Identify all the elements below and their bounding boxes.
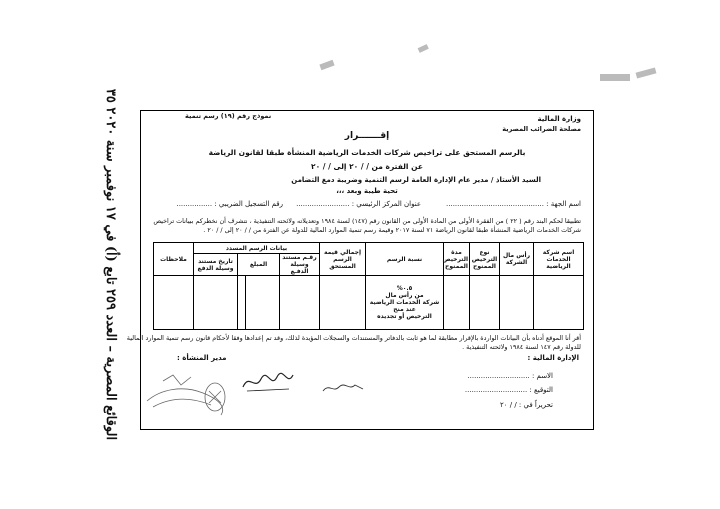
col-doc-date: تاريخ مستند وسيلة الدفع: [194, 254, 238, 276]
cell-license-duration: [444, 276, 470, 330]
form-title: إقـــــــرار: [344, 131, 390, 141]
date-written-field: تحريراً في : / / ٢٠: [500, 401, 553, 409]
entity-address-field: عنوان المركز الرئيسي : ........................: [296, 200, 421, 208]
handwritten-initials: [321, 381, 365, 395]
body-paragraph-line2: شركات الخدمات الرياضية المنشأة طبقا لقانون الرياضة ٧١ لسنة ٢٠١٧ وقيمة رسم تنمية الموارد المالية للدولة عن الفترة من / / ٢٠ إلى / / ٢٠ .: [203, 226, 581, 234]
col-fee-rate: نسبة الرسم: [366, 243, 444, 276]
official-stamp-mark: [133, 361, 229, 421]
authority-name: مصلحة الضرائب المصرية: [502, 125, 581, 133]
form-number: نموذج رقم (١٩) رسم تنمية: [185, 112, 272, 120]
col-capital: رأس مال الشركة: [500, 243, 534, 276]
declaration-line2: للدولة رقم ١٤٧ لسنة ١٩٨٤ ولائحته التنفيذية .: [462, 343, 581, 351]
watermark-marks: [300, 40, 720, 120]
col-notes: ملاحظات: [154, 243, 194, 276]
signature-field: التوقيع : ............................: [464, 386, 553, 394]
establishment-manager-label: مدير المنشأة :: [177, 354, 227, 362]
col-doc-number: رقـم مستند وسيلة الدفـع: [280, 254, 320, 276]
cell-total-fee: [320, 276, 366, 330]
tax-registration-field: رقم التسجيل الضريبي : ................: [176, 200, 283, 208]
col-total-fee: إجمالي قيمة الرسم المستحق: [320, 243, 366, 276]
licenses-table: [153, 242, 584, 330]
declaration-form: [126, 110, 594, 430]
form-period: عن الفترة من / / ٢٠ إلى / / ٢٠: [311, 162, 423, 171]
addressee-line: السيد الأستاذ / مدير عام الإدارة العامة لرسم التنمية وضريبة دمغ التضامن: [291, 176, 541, 184]
cell-license-type: [470, 276, 500, 330]
cell-amount-minor: [238, 276, 246, 330]
body-paragraph-line1: تطبيقا لحكم البند رقم ( ٢٢ ) من الفقرة الأولى من المادة الأولى من القانون رقم (١٤٧) لسنة ١٩٨٤ وتعديلاته ولائحته التنفيذية ، نتشرف أن نخطركم ببيانات تراخيص: [153, 217, 581, 225]
greeting: تحية طيبة وبعد ،،،: [336, 187, 398, 195]
signatory-name-field: الاسم : ............................: [467, 372, 553, 380]
col-license-duration: مدة الترخيص الممنوح: [444, 243, 470, 276]
col-license-type: نوع الترخيص الممنوح: [470, 243, 500, 276]
rate-line4: عند منح: [393, 306, 416, 313]
rate-percent: ٠.٥%: [396, 285, 413, 292]
finance-department-label: الإدارة المالية :: [527, 354, 579, 362]
ministry-name: وزارة المالية: [537, 115, 581, 123]
cell-doc-date: [194, 276, 238, 330]
entity-name-field: اسم الجهة : ............................................: [446, 200, 581, 208]
cell-company-name: [534, 276, 584, 330]
col-paid-group: بيانات الرسم المسدد: [194, 243, 320, 254]
rate-line2: من رأس مال: [385, 292, 424, 299]
col-amount: المبلغ: [238, 254, 280, 276]
rate-line3: شركة الخدمات الرياضية: [369, 299, 440, 306]
handwritten-signature: [239, 369, 297, 395]
cell-amount: [246, 276, 280, 330]
cell-fee-rate: [366, 276, 444, 330]
side-caption-text: الوقائع المصرية – العدد ٢٥٩ تابع (أ) في ١٧ نوفمبر سنة ٢٠٢٠ ٣٥: [103, 88, 119, 441]
form-subtitle: بالرسم المستحق على تراخيص شركات الخدمات الرياضية المنشأة طبقا لقانون الرياضة: [208, 148, 526, 157]
cell-capital: [500, 276, 534, 330]
declaration-line1: أقر أنا الموقع أدناه بأن البيانات الواردة بالإقرار مطابقة لما هو ثابت بالدفاتر والمستندات والسجلات المؤيدة لذلك، وقد تم إعدادها وفقا لأحكام قانون رسم تنمية الموارد المالية: [126, 334, 581, 342]
gazette-side-caption: [96, 88, 126, 441]
cell-notes: [154, 276, 194, 330]
cell-doc-number: [280, 276, 320, 330]
rate-line5: الترخيص أو تجديده: [377, 313, 432, 320]
col-company-name: اسم شركة الخدمات الرياضية: [534, 243, 584, 276]
